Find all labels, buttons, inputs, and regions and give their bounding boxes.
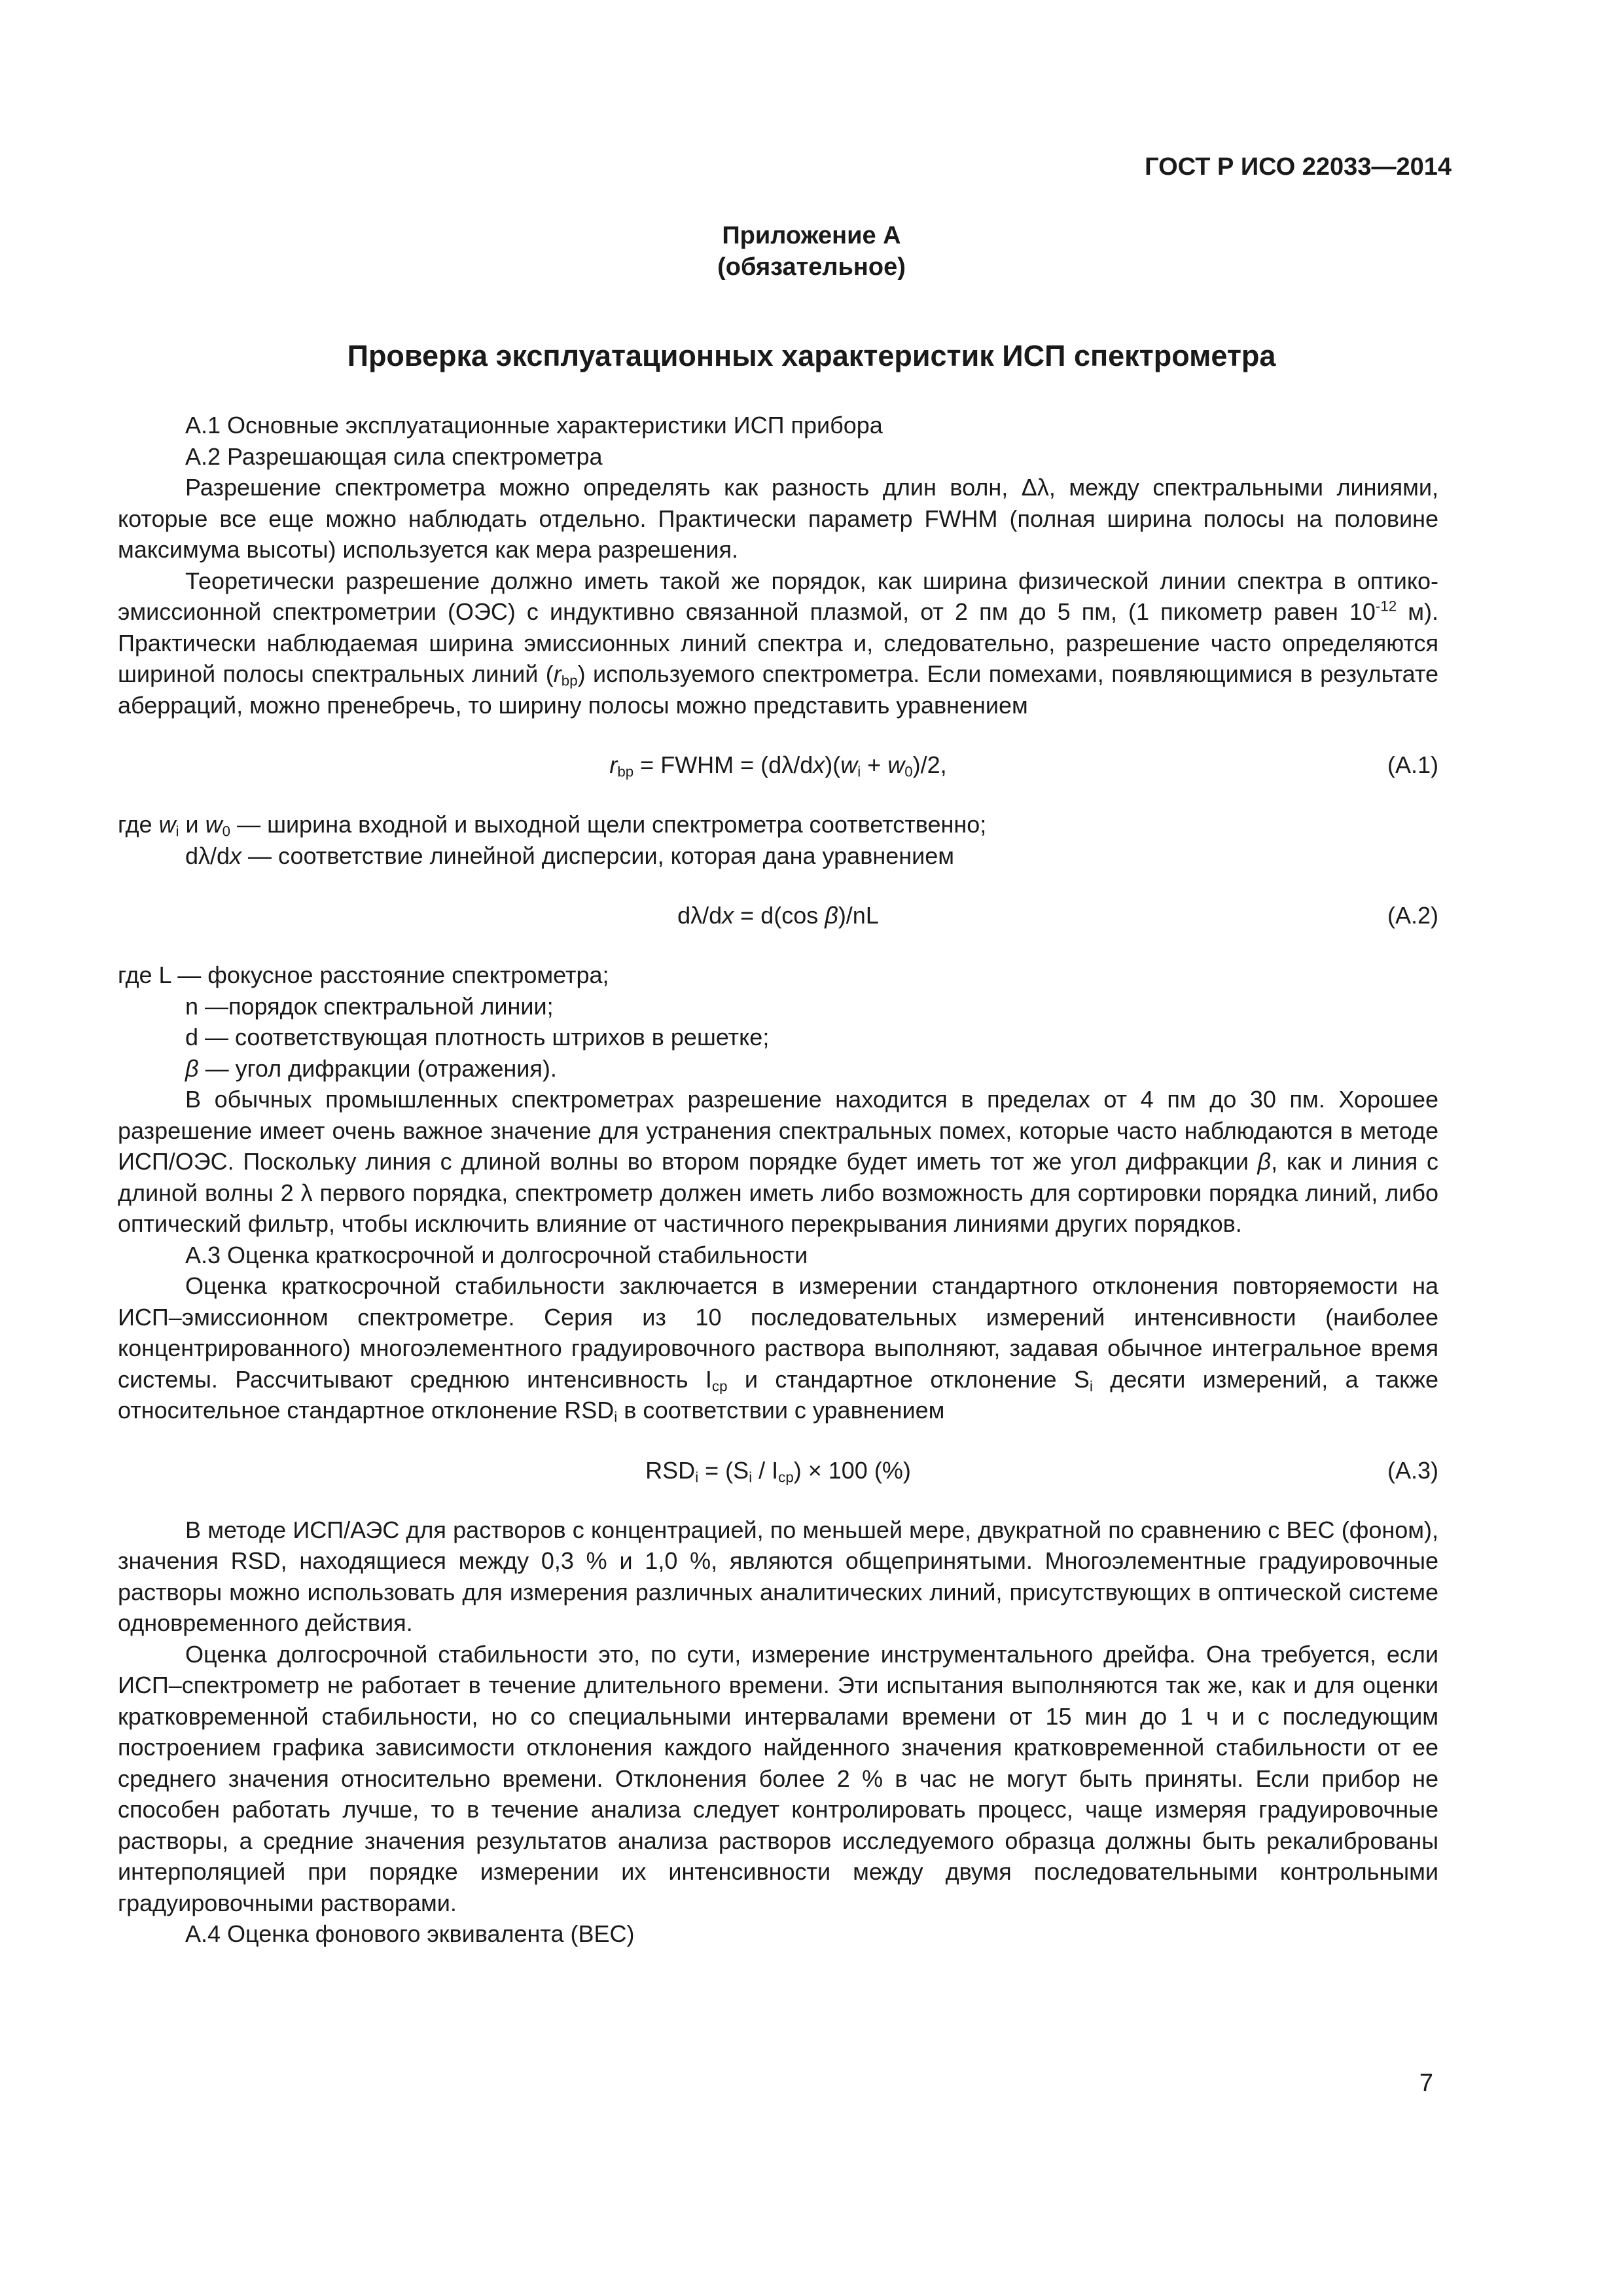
section-a3-heading: А.3 Оценка краткосрочной и долгосрочной стабильности	[185, 1241, 808, 1268]
appendix-kind: (обязательное)	[717, 253, 906, 281]
equation-a1-body: $r_{bp}$ = FWHM = $(d\lambda/dx)(w_i + w_0)/2$,	[609, 751, 947, 780]
where-a2-line-1: где L — фокусное расстояние спектрометра;	[118, 961, 609, 988]
page-title: Проверка эксплуатационных характеристик ИСП спектрометра	[347, 339, 1276, 372]
paragraph-theoretical-resolution: Теоретически разрешение должно иметь такой же порядок, как ширина физической линии спектра в оптико-эмиссионной спектрометрии (ОЭС) с индуктивно связанной плазмой, от 2 пм до 5 пм, (1 пикометр равен $10^{-12}$ м). Практически наблюдаемая ширина эмиссионных линий спектра и, следовательно, разрешение часто определяются шириной полосы спектральных линий $(r_{bp})$ используемого спектрометра. Если помехами, появляющимися в результате аберраций, можно пренебречь, то ширину полосы можно представить уравнением	[118, 567, 1439, 719]
where-a2-line-3: d — соответствующая плотность штрихов в решетке;	[185, 1024, 770, 1050]
equation-a2-body: dλ/dx = d(cos β)/nL	[677, 902, 879, 929]
paragraph-short-term-stability: Оценка краткосрочной стабильности заключается в измерении стандартного отклонения повторяемости на ИСП–эмиссионном спектрометре. Серия из 10 последовательных измерений интенсивности (наиболее концентрированного) многоэлементного градуировочного раствора выполняют, задавая обычное интегральное время системы. Рассчитывают среднюю интенсивность $I_{ср}$ и стандартное отклонение $S_i$ десяти измерений, а также относительное стандартное отклонение $RSD_i$ в соответствии с уравнением	[118, 1272, 1438, 1426]
where-a1-line-1: где $w_i$ и $w_0$ — ширина входной и выходной щели спектрометра соответственно;	[118, 811, 987, 840]
paragraph-rsd-values: В методе ИСП/АЭС для растворов с концентрацией, по меньшей мере, двукратной по сравнению с ВЕС (фоном), значения RSD, находящиеся между 0,3 % и 1,0 %, являются общепринятыми. Многоэлементные градуировочные растворы можно использовать для измерения различных аналитических линий, присутствующих в оптической системе одновременного действия.	[118, 1516, 1438, 1636]
equation-a3-number: (А.3)	[1387, 1456, 1438, 1484]
equation-a3-body: $RSD_i = (S_i / I_{ср}) \times 100$ (%)	[645, 1456, 911, 1486]
appendix-heading	[0, 220, 1623, 283]
equation-a2	[118, 900, 1438, 931]
equation-a3	[118, 1455, 1438, 1486]
section-a1-heading: А.1 Основные эксплуатационные характеристики ИСП прибора	[185, 412, 883, 439]
where-a2-line-4: β — угол дифракции (отражения).	[185, 1054, 557, 1082]
equation-a1	[118, 749, 1438, 780]
page-number: 7	[1419, 2070, 1433, 2097]
section-a2-heading: А.2 Разрешающая сила спектрометра	[185, 442, 603, 470]
where-a2-line-2: n —порядок спектральной линии;	[185, 992, 554, 1020]
where-a1-line-2: dλ/dx — соответствие линейной дисперсии, которая дана уравнением	[185, 842, 954, 869]
document-body	[118, 410, 1438, 1950]
equation-a1-number: (А.1)	[1387, 751, 1438, 778]
section-a4-heading: А.4 Оценка фонового эквивалента (ВЕС)	[185, 1920, 635, 1947]
equation-a2-number: (А.2)	[1387, 902, 1438, 929]
paragraph-resolution: Разрешение спектрометра можно определять как разность длин волн, Δλ, между спектральными линиями, которые все еще можно наблюдать отдельно. Практически параметр FWHM (полная ширина полосы на половине максимума высоты) используется как мера разрешения.	[118, 474, 1438, 563]
appendix-label: Приложение А	[722, 222, 901, 249]
paragraph-industrial-resolution: В обычных промышленных спектрометрах разрешение находится в пределах от 4 пм до 30 пм. Хорошее разрешение имеет очень важное значение для устранения спектральных помех, которые часто наблюдаются в методе ИСП/ОЭС. Поскольку линия с длиной волны во втором порядке будет иметь тот же угол дифракции β, как и линия с длиной волны 2 λ первого порядка, спектрометр должен иметь либо возможность для сортировки порядка линий, либо оптический фильтр, чтобы исключить влияние от частичного перекрывания линиями других порядков.	[118, 1086, 1439, 1237]
document-code: ГОСТ Р ИСО 22033—2014	[1145, 153, 1452, 181]
paragraph-long-term-stability: Оценка долгосрочной стабильности это, по сути, измерение инструментального дрейфа. Она требуется, если ИСП–спектрометр не работает в течение длительного времени. Эти испытания выполняются так же, как и для оценки кратковременной стабильности, но со специальными интервалами времени от 15 мин до 1 ч и с последующим построением графика зависимости отклонения каждого найденного значения кратковременной стабильности от ее среднего значения относительно времени. Отклонения более 2 % в час не могут быть приняты. Если прибор не способен работать лучше, то в течение анализа следует контролировать процесс, чаще измеряя градуировочные растворы, а средние значения результатов анализа растворов исследуемого образца должны быть рекалиброваны интерполяцией при порядке измерении их интенсивности между двумя последовательными контрольными градуировочными растворами.	[118, 1640, 1438, 1916]
